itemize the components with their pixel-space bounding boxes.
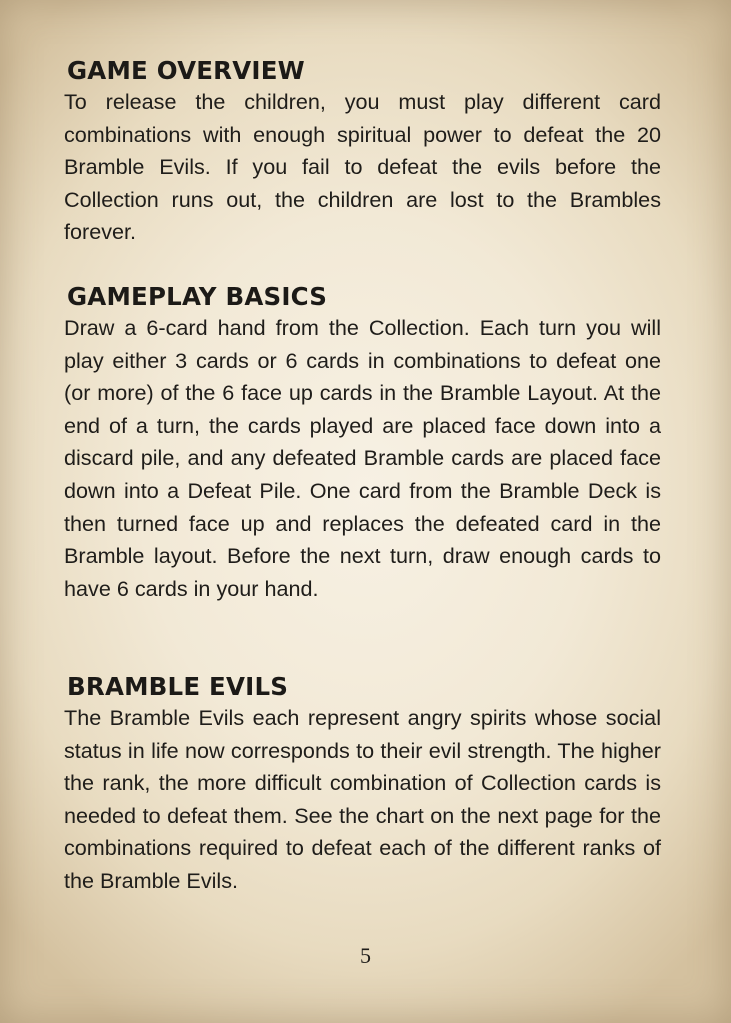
section-body: To release the children, you must play different card combinations with enough spiritual power to defeat the 20 Bramble Evils. If you fail to defeat the evils before the Collection runs out, the children are lost to the Brambles forever.: [64, 89, 661, 245]
section-body: The Bramble Evils each represent angry spirits whose social status in life now corresponds to their evil strength. The higher the rank, the more difficult combination of Collection cards is needed to defeat them. See the chart on the next page for the combinations required to defeat each of the different ranks of the Bramble Evils.: [64, 705, 661, 893]
section-body: Draw a 6-card hand from the Collection. Each turn you will play either 3 cards or 6 cards in combinations to defeat one (or more) of the 6 face up cards in the Bramble Layout. At the end of a turn, the cards played are placed face down into a discard pile, and any defeated Bramble cards are placed face down into a Defeat Pile. One card from the Bramble Deck is then turned face up and replaces the defeated card in the Bramble layout. Before the next turn, draw enough cards to have 6 cards in your hand.: [64, 315, 661, 601]
section-bramble-evils: [64, 672, 661, 898]
page-number: 5: [360, 943, 371, 968]
section-gameplay-basics: [64, 282, 661, 605]
section-heading: GAME OVERVIEW: [67, 56, 305, 85]
section-heading: BRAMBLE EVILS: [67, 672, 289, 701]
section-game-overview: [64, 56, 661, 249]
section-heading: GAMEPLAY BASICS: [67, 282, 328, 311]
